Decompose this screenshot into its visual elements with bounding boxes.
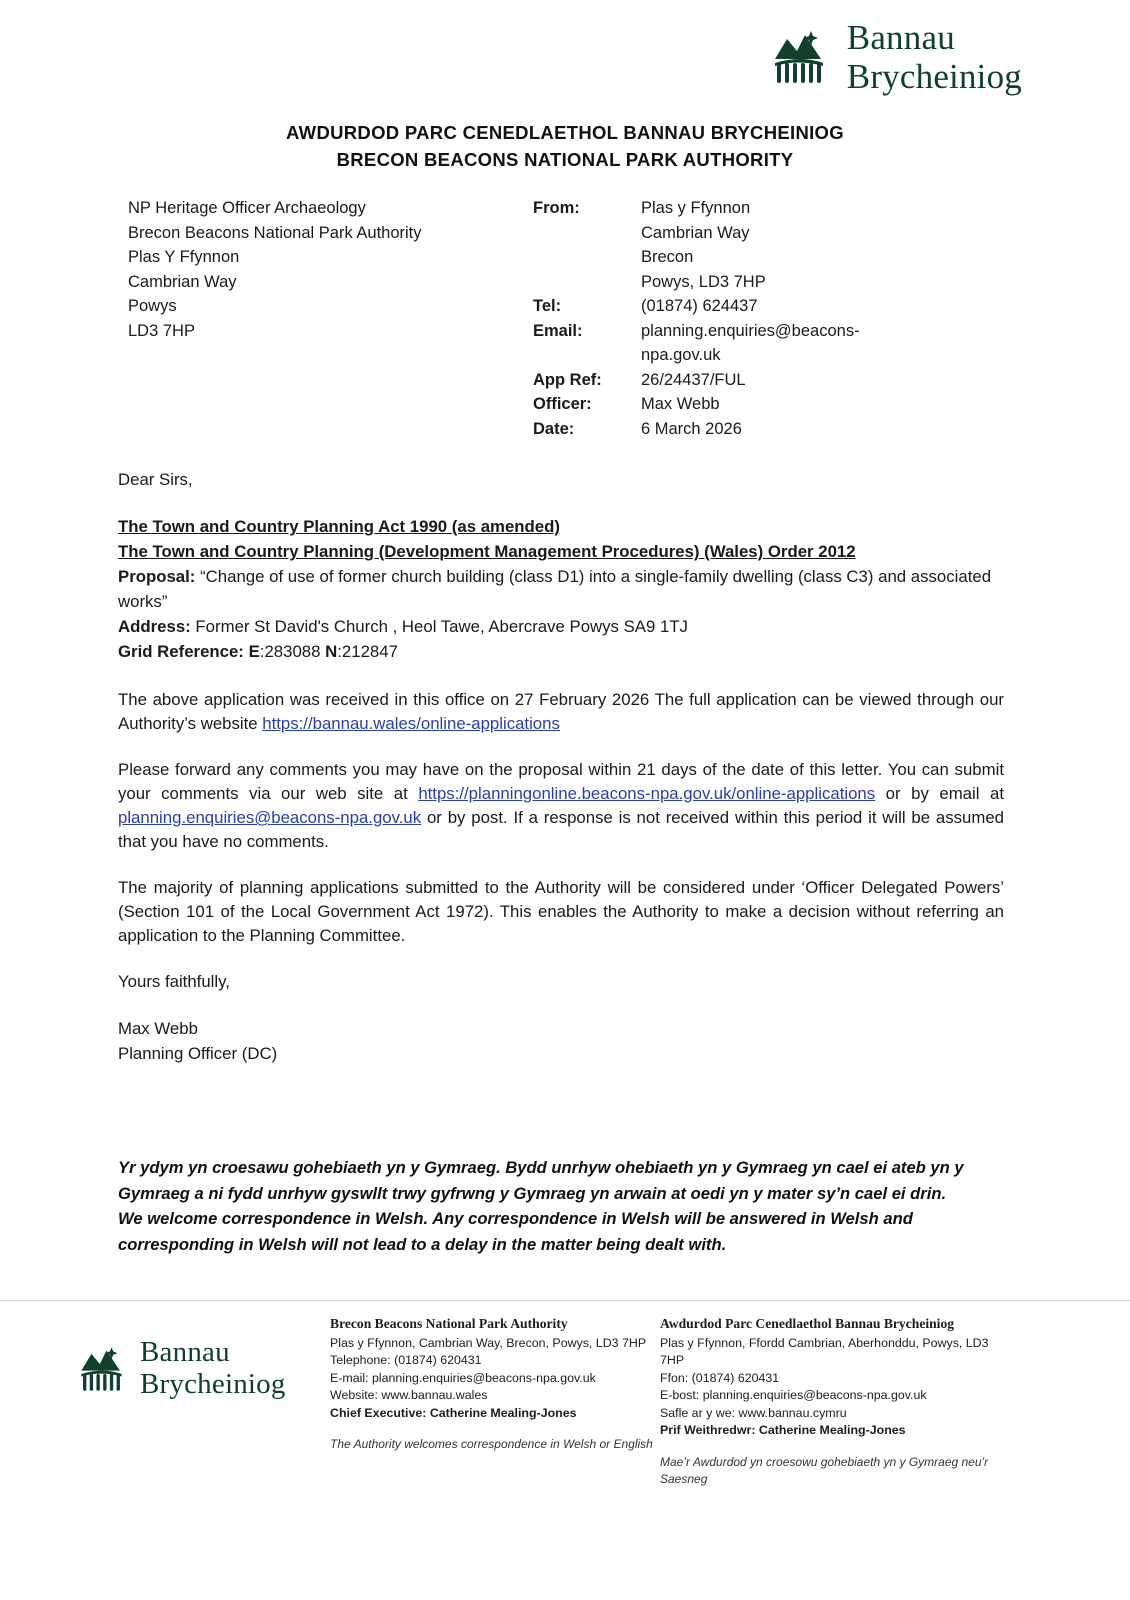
footer-note-welsh: Mae’r Awdurdod yn croesowu gohebiaeth yn y Gymraeg neu’r Saesneg xyxy=(660,1454,989,1486)
footer-chief-executive-welsh: Prif Weithredwr: Catherine Mealing-Jones xyxy=(660,1423,906,1437)
from-line: Brecon xyxy=(641,248,694,266)
date-row xyxy=(533,417,971,442)
footer-address-welsh: Plas y Ffynnon, Ffordd Cambrian, Aberhonddu, Powys, LD3 7HP xyxy=(660,1335,989,1367)
recipient-line: Plas Y Ffynnon xyxy=(128,248,240,266)
welsh-language-note xyxy=(118,1155,1004,1257)
officer-label: Officer: xyxy=(533,395,592,413)
paragraph-received-text: The above application was received in this office on 27 February 2026 The full application can be viewed through our Authority’s website xyxy=(118,690,1004,733)
recipient-line: Powys xyxy=(128,297,177,315)
footer-email-welsh: E-bost: planning.enquiries@beacons-npa.gov.uk xyxy=(660,1388,927,1402)
footer-logo-wordmark xyxy=(140,1337,286,1401)
grid-reference-label: Grid Reference: xyxy=(118,642,244,661)
date-label: Date: xyxy=(533,419,575,438)
sender-details xyxy=(533,196,971,441)
authority-name-welsh: AWDURDOD PARC CENEDLAETHOL BANNAU BRYCHEINIOG xyxy=(286,122,844,143)
footer-title-welsh: Awdurdod Parc Cenedlaethol Bannau Brycheiniog xyxy=(660,1316,955,1331)
from-label: From: xyxy=(533,199,580,217)
from-line: Powys, LD3 7HP xyxy=(641,272,766,291)
proposal-value: “Change of use of former church building (class D1) into a single-family dwelling (class C3) and associated works” xyxy=(118,567,992,611)
footer-website-welsh: Safle ar y we: www.bannau.cymru xyxy=(660,1405,847,1420)
tel-label: Tel: xyxy=(533,297,562,315)
act-line-1: The Town and Country Planning Act 1990 (as amended) xyxy=(118,517,560,536)
app-ref-value: 26/24437/FUL xyxy=(641,370,746,389)
reference-block xyxy=(118,514,1004,664)
from-line: Cambrian Way xyxy=(641,223,750,242)
email-value xyxy=(641,319,971,368)
officer-row xyxy=(533,392,971,417)
grid-northing-label: N xyxy=(325,642,338,661)
bannau-brycheiniog-logo-icon xyxy=(78,1342,130,1396)
sender-from-row xyxy=(533,196,971,294)
recipient-address xyxy=(128,196,422,343)
recipient-line: Cambrian Way xyxy=(128,272,237,291)
paragraph-comments-text-c: or by post. If a response is not received within this period it will be assumed that you have no comments. xyxy=(118,808,1004,851)
paragraph-comments xyxy=(118,758,1004,854)
footer-website-english: Website: www.bannau.wales xyxy=(330,1388,488,1402)
welsh-note-english: We welcome correspondence in Welsh. Any correspondence in Welsh will be answered in Welsh and corresponding in Welsh will not lead to a delay in the matter being dealt with. xyxy=(118,1209,913,1254)
header-logo xyxy=(771,18,1022,96)
address-value: Former St David's Church , Heol Tawe, Abercrave Powys SA9 1TJ xyxy=(195,617,688,636)
proposal-row xyxy=(118,564,1004,614)
footer-address-english: Plas y Ffynnon, Cambrian Way, Brecon, Powys, LD3 7HP xyxy=(330,1335,647,1350)
footer-title-english: Brecon Beacons National Park Authority xyxy=(330,1316,568,1331)
closing: Yours faithfully, xyxy=(118,972,230,991)
logo-line-2: Brycheiniog xyxy=(846,57,1022,97)
recipient-line: LD3 7HP xyxy=(128,321,195,340)
paragraph-received xyxy=(118,688,1004,736)
planning-email-link[interactable]: planning.enquiries@beacons-npa.gov.uk xyxy=(118,808,422,827)
footer-contact-welsh xyxy=(660,1315,990,1489)
paragraph-delegated-powers: The majority of planning applications submitted to the Authority will be considered under ‘Officer Delegated Powers’ (Section 101 of the Local Government Act 1972). This enables the Authority to make a decision without referring an application to the Planning Committee. xyxy=(118,878,1004,945)
welsh-note-welsh: Yr ydym yn croesawu gohebiaeth yn y Gymraeg. Bydd unrhyw ohebiaeth yn y Gymraeg yn cael ei ateb yn y Gymraeg a ni fydd unrhyw gyswllt trwy gyfrwng y Gymraeg yn arwain at oedi yn y mater sy’n cael ei drin. xyxy=(118,1158,964,1203)
officer-value: Max Webb xyxy=(641,395,720,413)
page-title xyxy=(0,120,1130,174)
from-line: Plas y Ffynnon xyxy=(641,199,751,217)
sender-tel-row xyxy=(533,294,971,319)
header-logo-wordmark xyxy=(847,18,1022,96)
bannau-brycheiniog-logo-icon xyxy=(771,25,833,89)
app-ref-row xyxy=(533,368,971,393)
email-value-line-2: npa.gov.uk xyxy=(641,346,721,364)
from-value xyxy=(641,196,971,294)
planning-online-link[interactable]: https://planningonline.beacons-npa.gov.uk/online-applications xyxy=(418,784,876,803)
email-value-line-1: planning.enquiries@beacons- xyxy=(641,321,860,340)
footer-telephone-welsh: Ffon: (01874) 620431 xyxy=(660,1370,780,1385)
footer-contact-english xyxy=(330,1315,660,1454)
footer-logo-line-2: Brycheiniog xyxy=(140,1367,286,1400)
footer-email-english: E-mail: planning.enquiries@beacons-npa.gov.uk xyxy=(330,1370,596,1385)
online-applications-link[interactable]: https://bannau.wales/online-applications xyxy=(262,714,560,733)
paragraph-comments-text-b: or by email at xyxy=(875,784,1004,803)
signer-title: Planning Officer (DC) xyxy=(118,1044,278,1063)
letter-body xyxy=(118,468,1004,1066)
act-line-2: The Town and Country Planning (Development Management Procedures) (Wales) Order 2012 xyxy=(118,542,856,561)
authority-name-english: BRECON BEACONS NATIONAL PARK AUTHORITY xyxy=(336,148,794,170)
grid-reference-row xyxy=(118,639,1004,664)
date-value: 6 March 2026 xyxy=(641,419,742,438)
proposal-label: Proposal: xyxy=(118,567,196,586)
grid-easting-value: :283088 xyxy=(259,642,321,661)
recipient-line: Brecon Beacons National Park Authority xyxy=(128,223,422,242)
footer-chief-executive-english: Chief Executive: Catherine Mealing-Jones xyxy=(330,1405,577,1420)
page-footer xyxy=(0,1300,1130,1489)
footer-logo-line-1: Bannau xyxy=(140,1336,230,1368)
grid-easting-label: E xyxy=(248,642,260,661)
footer-note-english: The Authority welcomes correspondence in Welsh or English xyxy=(330,1437,653,1451)
signer-name: Max Webb xyxy=(118,1019,198,1038)
address-label: Address: xyxy=(118,617,191,636)
grid-northing-value: :212847 xyxy=(337,642,398,661)
email-label: Email: xyxy=(533,321,583,340)
tel-value: (01874) 624437 xyxy=(641,297,758,315)
sender-email-row xyxy=(533,319,971,368)
footer-logo xyxy=(0,1315,330,1401)
salutation: Dear Sirs, xyxy=(118,470,193,489)
footer-telephone-english: Telephone: (01874) 620431 xyxy=(330,1353,482,1367)
app-ref-label: App Ref: xyxy=(533,370,602,389)
paragraph-comments-text-a: Please forward any comments you may have on the proposal within 21 days of the date of this letter. You can submit your comments via our web site at xyxy=(118,760,1004,803)
address-row xyxy=(118,614,1004,639)
logo-line-1: Bannau xyxy=(846,18,955,57)
recipient-line: NP Heritage Officer Archaeology xyxy=(128,199,366,217)
